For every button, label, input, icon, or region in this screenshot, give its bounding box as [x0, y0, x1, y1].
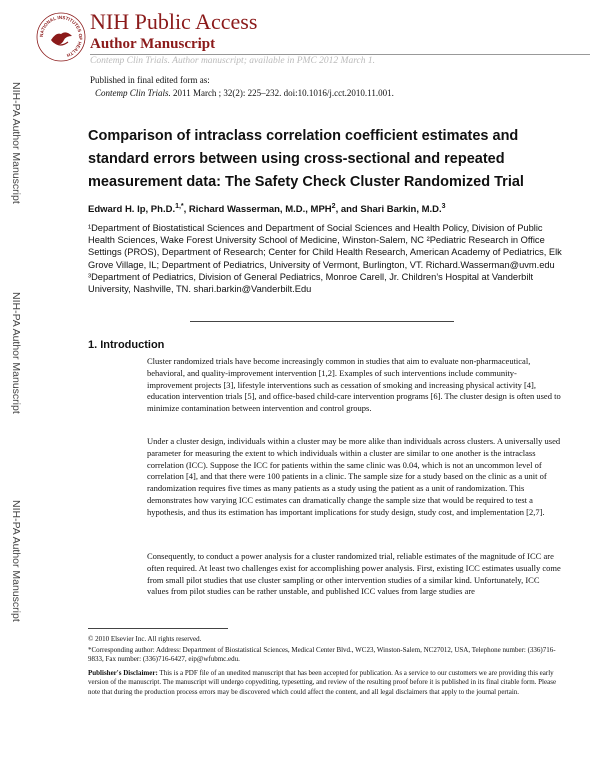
side-label-3: NIH-PA Author Manuscript	[10, 500, 22, 622]
published-final-label: Published in final edited form as:	[90, 75, 210, 85]
publisher-disclaimer	[88, 669, 568, 697]
paragraph-3: Consequently, to conduct a power analysis for a cluster randomized trial, reliable estimates of the magnitude of ICC are often required. At least two challenges exist for accomplishing power analysis. First, existing ICC estimates usually come from small pilot studies that use cluster sampling or other intervention studies of a similar kind. Unfortunately, ICC values from pilot studies can be rather unstable, and published ICC values from large studies are	[147, 551, 561, 597]
nih-logo	[36, 12, 86, 62]
journal-name: Contemp Clin Trials.	[95, 88, 171, 98]
side-label-2: NIH-PA Author Manuscript	[10, 292, 22, 414]
header-divider	[90, 54, 590, 55]
author-3-mark: 3	[441, 203, 446, 210]
corresponding-author-note: *Corresponding author: Address: Department of Biostatistical Sciences, Medical Center Blvd., WC23, Winston-Salem, NC27012, USA, Telephone number: (336)716-9833, Fax number: (336)716-6427, eip@wfubmc.edu.	[88, 646, 556, 664]
author-1: Edward H. Ip, Ph.D.	[88, 204, 176, 216]
citation	[95, 88, 394, 98]
nih-public-access-title: NIH Public Access	[90, 9, 258, 34]
affiliation-divider	[190, 321, 454, 322]
author-1-mark: 1,*	[175, 203, 184, 210]
availability-line: Contemp Clin Trials. Author manuscript; available in PMC 2012 March 1.	[90, 56, 375, 66]
disclaimer-text: This is a PDF file of an unedited manuscript that has been accepted for publication. As a service to our customers we are providing this early version of the manuscript. The manuscript will undergo copyediting, typesetting, and review of the resulting proof before it is published in its final citable form. Please note that during the production process errors may be discovered which could affect the content, and all legal disclaimers that apply to the journal pertain.	[88, 669, 557, 696]
copyright-note: © 2010 Elsevier Inc. All rights reserved.	[88, 635, 202, 643]
side-label-1: NIH-PA Author Manuscript	[10, 82, 22, 204]
author-manuscript-label: Author Manuscript	[90, 36, 216, 52]
author-list	[88, 203, 446, 215]
paragraph-2: Under a cluster design, individuals within a cluster may be more alike than individuals across clusters. A universally used parameter for measuring the extent to which individuals within a cluster are similar to one another is the intraclass correlation (ICC). Suppose the ICC for patients within the same clinic was 0.04, which is not an uncommon level of correlation [4], and that there were 100 patients in a clinic. The sample size for a study based on the clinic as a unit of randomization requires five times as many patients as a study using the patient as a unit of randomization. This demonstrates how varying ICC estimates can dramatically change the sample size that would be required to test a hypothesis, and thus its estimation has important implications for study design, study cost, and implementation [2,7].	[147, 436, 561, 517]
affiliations: ¹Department of Biostatistical Sciences and Department of Social Sciences and Health Policy, Division of Public Health Sciences, Wake Forest University School of Medicine, Winston-Salem, NC ²Pediatric Research in Office Settings (PROS), Department of Research; Center for Child Health Research, American Academy of Pediatrics, Elk Grove Village, IL; Department of Pediatrics, University of Vermont, Burlington, VT. Richard.Wasserman@uvm.edu ³Department of Pediatrics, Division of General Pediatrics, Monroe Carell, Jr. Children’s Hospital at Vanderbilt University, Nashville, TN. shari.barkin@Vanderbilt.Edu	[88, 223, 562, 295]
section-heading: 1. Introduction	[88, 339, 165, 351]
disclaimer-label: Publisher's Disclaimer:	[88, 669, 158, 677]
citation-details: 2011 March ; 32(2): 225–232. doi:10.1016/j.cct.2010.11.001.	[173, 88, 394, 98]
paragraph-1: Cluster randomized trials have become increasingly common in studies that aim to evaluate non-pharmaceutical, behavioral, and quality-improvement intervention [1,2]. Examples of such interventions include community-improvement projects [3], lifestyle interventions such as cessation of smoking and increasing physical activity [4], education intervention trials [5], and office-based child-care intervention programs [6]. The cluster design is often used to minimize contamination between intervention and control groups.	[147, 356, 561, 414]
author-2-mark: 2	[331, 203, 336, 210]
author-3: , and Shari Barkin, M.D.	[335, 204, 442, 216]
author-2: , Richard Wasserman, M.D., MPH	[183, 204, 332, 216]
footnote-divider	[88, 628, 228, 629]
logo-text: NATIONAL INSTITUTES OF HEALTH	[38, 14, 84, 58]
article-title: Comparison of intraclass correlation coefficient estimates and standard errors between using cross-sectional and repeated measurement data: The Safety Check Cluster Randomized Trial	[88, 128, 524, 190]
